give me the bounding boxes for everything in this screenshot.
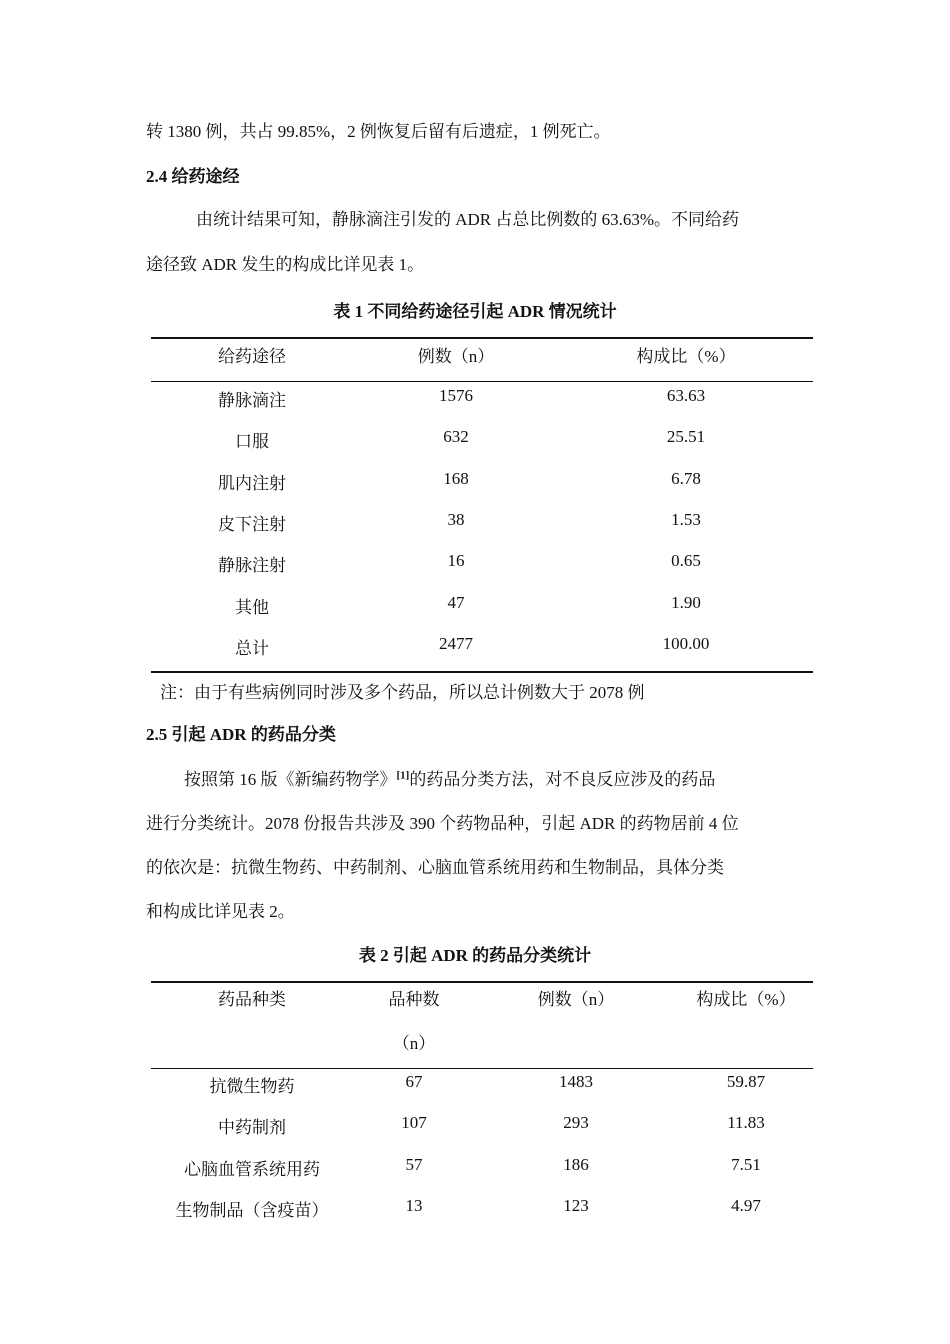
paragraph-2-4-line1: 由统计结果可知，静脉滴注引发的 ADR 占总比例数的 63.63%。不同给药 (196, 210, 740, 229)
table2-row3-ratio: 7.51 (731, 1154, 761, 1174)
table2-row4-category: 生物制品（含疫苗） (175, 1200, 329, 1220)
table1-row7-ratio: 100.00 (662, 633, 710, 653)
table2-row1-varieties: 67 (405, 1072, 423, 1091)
table1-row5-route: 静脉注射 (218, 556, 286, 576)
table1-row6-ratio: 1.90 (671, 592, 701, 612)
table1-header-cases: 例数（n） (417, 347, 495, 366)
table1-bottom-rule (151, 671, 813, 673)
table1-row3-route: 肌内注射 (218, 473, 286, 493)
table1-row2-route: 口服 (235, 432, 269, 452)
table1-row6-route: 其他 (235, 597, 269, 617)
table2-row3-cases: 186 (563, 1154, 589, 1174)
paragraph-2-5-line2: 进行分类统计。2078 份报告共涉及 390 个药物品种，引起 ADR 的药物居前 4 位 (146, 814, 739, 833)
table2-top-rule (151, 981, 813, 983)
table1-row2-ratio: 25.51 (666, 427, 706, 447)
table1-row1-route: 静脉滴注 (218, 391, 286, 410)
table2-header-varieties-unit: （n） (392, 1034, 436, 1053)
table2-row4-ratio: 4.97 (731, 1195, 761, 1215)
paragraph-2-5-line1-post: 的药品分类方法，对不良反应涉及的药品 (409, 770, 716, 789)
table2-row1-cases: 1483 (559, 1072, 593, 1091)
table2-header-ratio: 构成比（%） (696, 990, 796, 1009)
table1-row5-cases: 16 (447, 551, 465, 571)
paragraph-2-5-line1-pre: 按照第 16 版《新编药物学》 (184, 770, 397, 789)
table1-row7-cases: 2477 (439, 633, 473, 653)
table2-row1-category: 抗微生物药 (209, 1077, 295, 1096)
table1-header-route: 给药途径 (218, 347, 286, 366)
table1-row3-cases: 168 (443, 468, 469, 488)
table2-row1-ratio: 59.87 (726, 1072, 766, 1091)
table2-row2-varieties: 107 (401, 1113, 427, 1133)
table1-header-rule (151, 381, 813, 382)
table1-row4-ratio: 1.53 (671, 509, 701, 529)
section-heading-2-5: 2.5 引起 ADR 的药品分类 (146, 725, 336, 744)
table2-row2-ratio: 11.83 (727, 1113, 765, 1133)
intro-line: 转 1380 例，共占 99.85%，2 例恢复后留有后遗症，1 例死亡。 (146, 122, 611, 141)
table1-row5-ratio: 0.65 (671, 551, 701, 571)
table2-caption: 表 2 引起 ADR 的药品分类统计 (358, 946, 592, 965)
table2-row3-varieties: 57 (405, 1154, 423, 1174)
table1-row1-cases: 1576 (439, 386, 473, 405)
table1-row1-ratio: 63.63 (666, 386, 706, 405)
table2-header-category: 药品种类 (218, 990, 286, 1009)
table1-row3-ratio: 6.78 (671, 468, 701, 488)
section-heading-2-4: 2.4 给药途经 (146, 167, 240, 186)
table1-top-rule (151, 337, 813, 339)
table2-header-cases: 例数（n） (537, 990, 615, 1009)
table2-row4-varieties: 13 (405, 1195, 423, 1215)
reference-marker: [1] (396, 769, 410, 782)
table1-row4-route: 皮下注射 (218, 514, 286, 534)
paragraph-2-5-line3: 的依次是：抗微生物药、中药制剂、心脑血管系统用药和生物制品，具体分类 (146, 858, 724, 877)
paragraph-2-4-line2: 途径致 ADR 发生的构成比详见表 1。 (146, 255, 425, 274)
table2-header-varieties: 品种数 (388, 990, 440, 1009)
table1-row4-cases: 38 (447, 509, 465, 529)
table2-row3-category: 心脑血管系统用药 (184, 1159, 320, 1179)
table1-row7-route: 总计 (235, 638, 269, 658)
table2-row2-category: 中药制剂 (218, 1118, 286, 1138)
table1-note: 注：由于有些病例同时涉及多个药品，所以总计例数大于 2078 例 (160, 683, 645, 702)
table1-row2-cases: 632 (443, 427, 469, 447)
table2-row2-cases: 293 (563, 1113, 589, 1133)
paragraph-2-5-line4: 和构成比详见表 2。 (146, 902, 295, 921)
table2-row4-cases: 123 (563, 1195, 589, 1215)
table1-row6-cases: 47 (447, 592, 465, 612)
paragraph-2-5-line1 (184, 765, 715, 790)
table1-caption: 表 1 不同给药途径引起 ADR 情况统计 (333, 302, 617, 321)
table1-header-ratio: 构成比（%） (636, 347, 736, 366)
table2-header-rule (151, 1068, 813, 1069)
